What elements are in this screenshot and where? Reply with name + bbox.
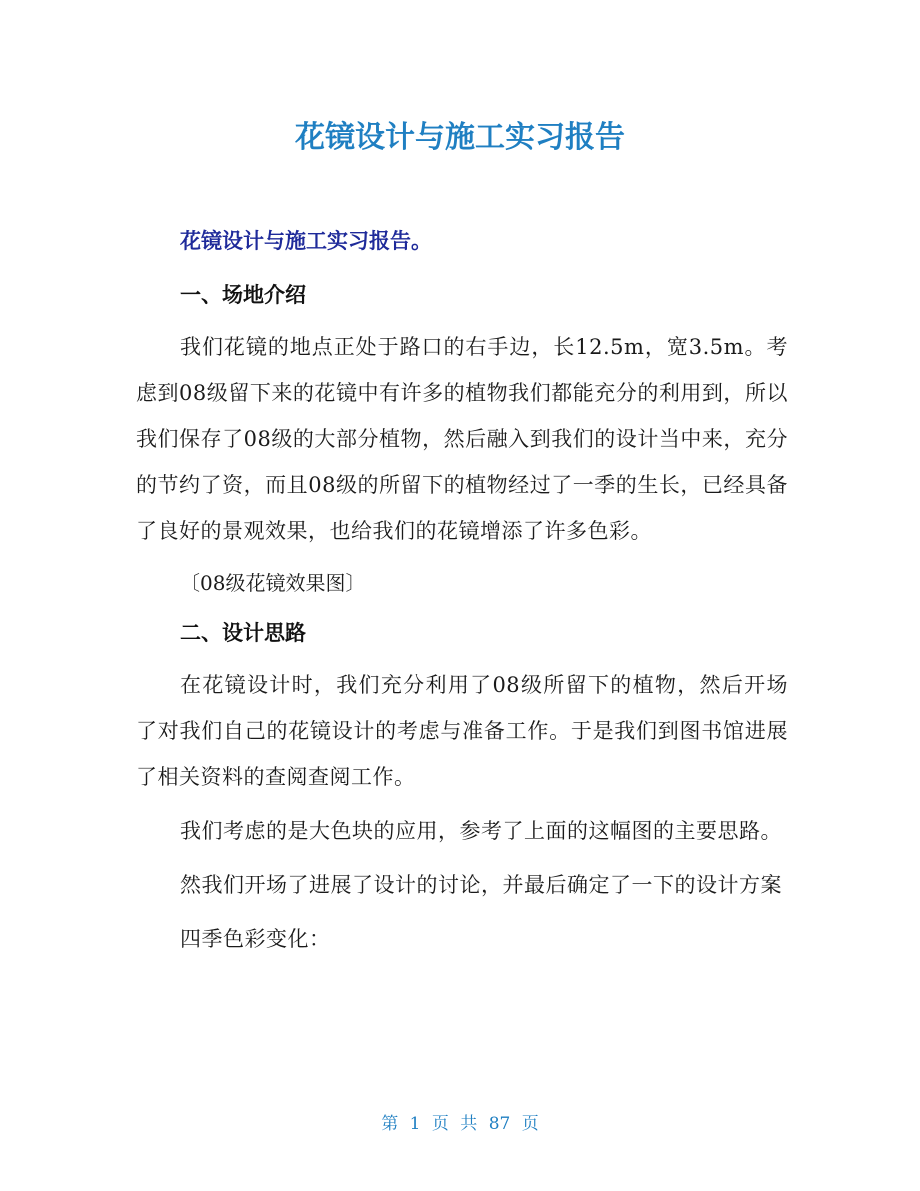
paragraph-design-3: 然我们开场了进展了设计的讨论，并最后确定了一下的设计方案 (180, 873, 782, 897)
document-subtitle: 花镜设计与施工实习报告。 (180, 229, 432, 253)
figure-caption: 〔08级花镜效果图〕 (180, 571, 366, 595)
section-heading-site: 一、场地介绍 (180, 283, 306, 307)
paragraph-design-4: 四季色彩变化： (180, 927, 331, 951)
page-number-footer: 第 1 页 共 87 页 (381, 1114, 539, 1134)
document-title: 花镜设计与施工实习报告 (295, 120, 625, 155)
section-heading-design: 二、设计思路 (180, 621, 306, 645)
document-body (136, 220, 788, 970)
paragraph-design-2: 我们考虑的是大色块的应用，参考了上面的这幅图的主要思路。 (180, 819, 782, 843)
paragraph-site-intro: 我们花镜的地点正处于路口的右手边，长12.5m，宽3.5m。考虑到08级留下来的花镜中有许多的植物我们都能充分的利用到，所以我们保存了08级的大部分植物，然后融入到我们的设计当中来，充分的节约了资，而且08级的所留下的植物经过了一季的生长，已经具备了良好的景观效果，也给我们的花镜增添了许多色彩。 (136, 335, 788, 543)
paragraph-design-1: 在花镜设计时，我们充分利用了08级所留下的植物，然后开场了对我们自己的花镜设计的考虑与准备工作。于是我们到图书馆进展了相关资料的查阅查阅工作。 (136, 673, 788, 789)
